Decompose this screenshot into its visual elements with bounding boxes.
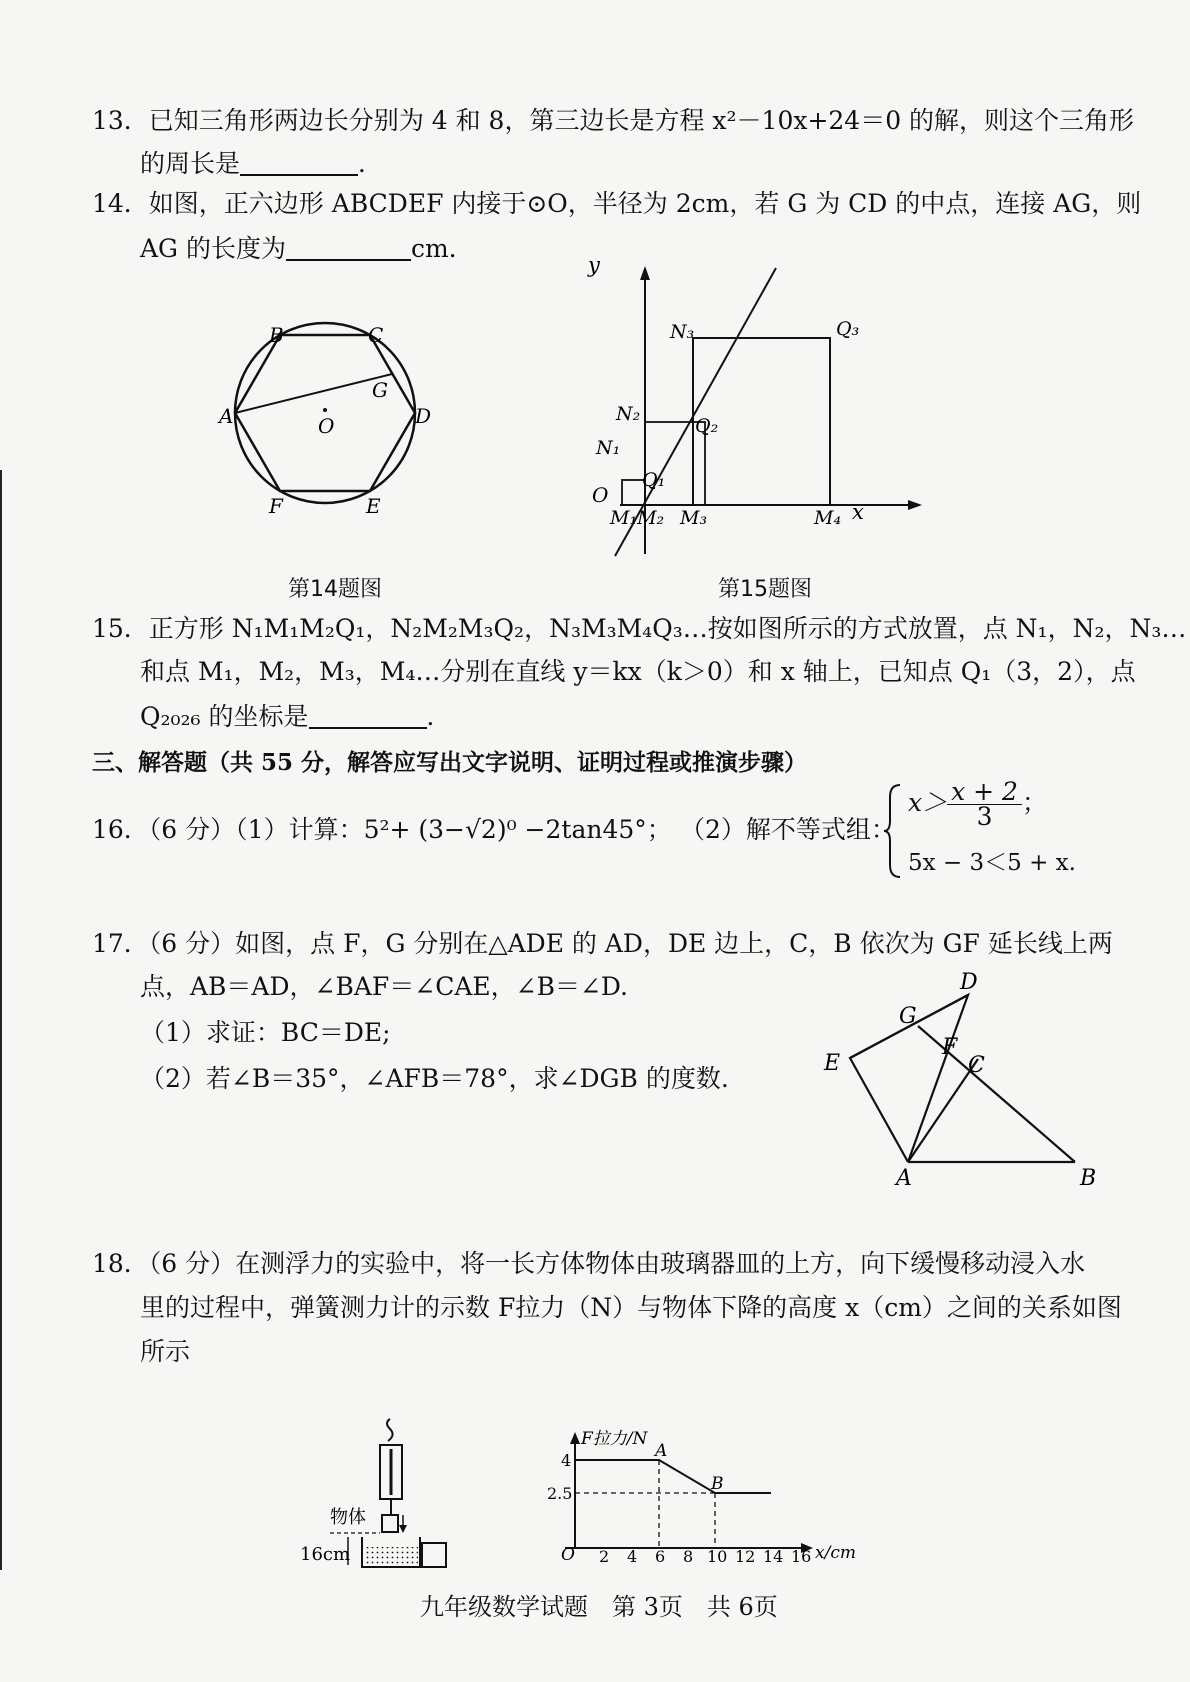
label-b: B [1080,1166,1097,1191]
label-e: E [366,494,381,518]
x-tick-label: 16 [791,1547,812,1566]
label-m1m2: M₁M₂ [610,507,665,529]
label-d: D [415,404,432,428]
figure-14-hexagon [219,315,445,518]
hook-icon [387,1419,393,1441]
label-n3: N₃ [670,321,695,343]
label-m4: M₄ [814,507,842,529]
hexagon-abcdef [235,335,415,491]
x-axis-arrow [908,500,922,510]
side-block [422,1543,446,1567]
q13-line2: 的周长是 ． [140,149,384,178]
figure-14-caption: 第14题图 [288,577,382,602]
q17-part1: （1）求证：BC＝DE; [140,1018,391,1047]
point-label: A [655,1441,668,1461]
circle-o [235,323,415,503]
system-brace [884,783,904,879]
q17-line1: 17．（6 分）如图，点 F，G 分别在△ADE 的 AD，DE 边上，C，B 依次为 GF 延长线上两 [92,929,1113,958]
q13-line1: 13．已知三角形两边长分别为 4 和 8，第三边长是方程 x²－10x+24＝0 的解，则这个三角形 [92,106,1135,135]
label-m3: M₃ [680,507,708,529]
height-label: 16cm [300,1544,351,1565]
label-b: B [269,323,284,347]
label-c: C [968,1053,985,1078]
q15-line2: 和点 M₁，M₂，M₃，M₄…分别在直线 y＝kx（k＞0）和 x 轴上，已知点 Q₁（3，2），点 [140,657,1136,686]
fraction: $\frac{x + 2}{3}$ [947,780,1022,829]
inequality-2: 5x − 3＜5 + x. [908,850,1076,876]
label-e: E [824,1051,841,1076]
label-n2: N₂ [616,403,641,425]
label-x: x [852,500,864,524]
label-q2: Q₂ [695,415,719,437]
y-tick-label: 4 [561,1451,572,1470]
label-n1: N₁ [596,437,621,459]
q16-part2-label: （2）解不等式组： [680,815,896,844]
q17-part2: （2）若∠B＝35°，∠AFB＝78°，求∠DGB 的度数. [140,1064,729,1093]
label-o: O [318,414,335,438]
spring-scale-apparatus [300,1415,490,1570]
water [364,1547,418,1565]
label-d: D [960,970,978,995]
x-tick-label: 14 [763,1547,784,1566]
label-o: O [592,483,609,507]
point-label: B [711,1474,724,1494]
page-footer: 九年级数学试题 第 3页 共 6页 [420,1593,778,1621]
figure-17-triangles [820,970,1120,1191]
page-edge-shadow [0,470,2,1570]
x-tick-label: 6 [655,1547,666,1566]
q18-line1: 18．（6 分）在测浮力的实验中，将一长方体物体由玻璃器皿的上方，向下缓慢移动浸入水 [92,1249,1086,1278]
inequality-1: x＞ $\frac{x + 2}{3}$ ； [908,777,1047,831]
x-tick-label: 2 [599,1547,610,1566]
q14-line1: 14．如图，正六边形 ABCDEF 内接于⊙O，半径为 2cm，若 G 为 CD 的中点，连接 AG，则 [92,189,1142,218]
label-q3: Q₃ [836,318,860,340]
label-g: G [899,1004,917,1029]
q15-line3: Q₂₀₂₆ 的坐标是 ． [140,702,452,731]
q18-line2: 里的过程中，弹簧测力计的示数 F拉力（N）与物体下降的高度 x（cm）之间的关系如图 [140,1293,1122,1322]
label-f: F [942,1035,958,1060]
q15-answer-blank[interactable] [309,701,427,729]
label-g: G [372,378,388,402]
q17-line2: 点，AB＝AD，∠BAF＝∠CAE，∠B＝∠D. [140,972,628,1001]
figure-15-squares [588,253,930,562]
x-tick-label: 10 [707,1547,728,1566]
q14-answer-blank[interactable] [286,233,411,261]
label-a: A [896,1166,912,1191]
y-axis-arrow [570,1432,580,1444]
figure-15-caption: 第15题图 [718,577,812,602]
origin-label: O [561,1545,575,1565]
x-tick-label: 4 [627,1547,638,1566]
label-a: A [219,404,234,428]
q15-line1: 15．正方形 N₁M₁M₂Q₁，N₂M₂M₃Q₂，N₃M₃M₄Q₃…按如图所示的方式放置，点 N₁，N₂，N₃… [92,614,1187,643]
y-axis-label: F拉力/N [581,1429,648,1449]
section-3-heading: 三、解答题（共 55 分，解答应写出文字说明、证明过程或推演步骤） [92,749,808,776]
q13-answer-blank[interactable] [240,148,358,176]
label-f: F [269,494,283,518]
force-height-chart [545,1429,856,1580]
object-label: 物体 [330,1507,366,1528]
q18-line3: 所示 [140,1337,191,1366]
q14-line2: AG 的长度为 cm． [140,234,474,263]
q16-part1: 16．（6 分）（1）计算：5²+ (3−√2)⁰ −2tan45°； [92,815,672,844]
label-y: y [588,253,600,277]
series-line [575,1460,771,1493]
object-block [382,1515,398,1532]
y-axis-arrow [640,266,650,280]
center-dot [323,408,327,412]
x-tick-label: 8 [683,1547,694,1566]
x-axis-label: x/cm [815,1543,856,1563]
segment-ag [235,374,392,413]
label-q1: Q₁ [642,469,666,491]
label-c: C [368,323,384,347]
x-tick-label: 12 [735,1547,756,1566]
y-tick-label: 2.5 [547,1484,573,1503]
